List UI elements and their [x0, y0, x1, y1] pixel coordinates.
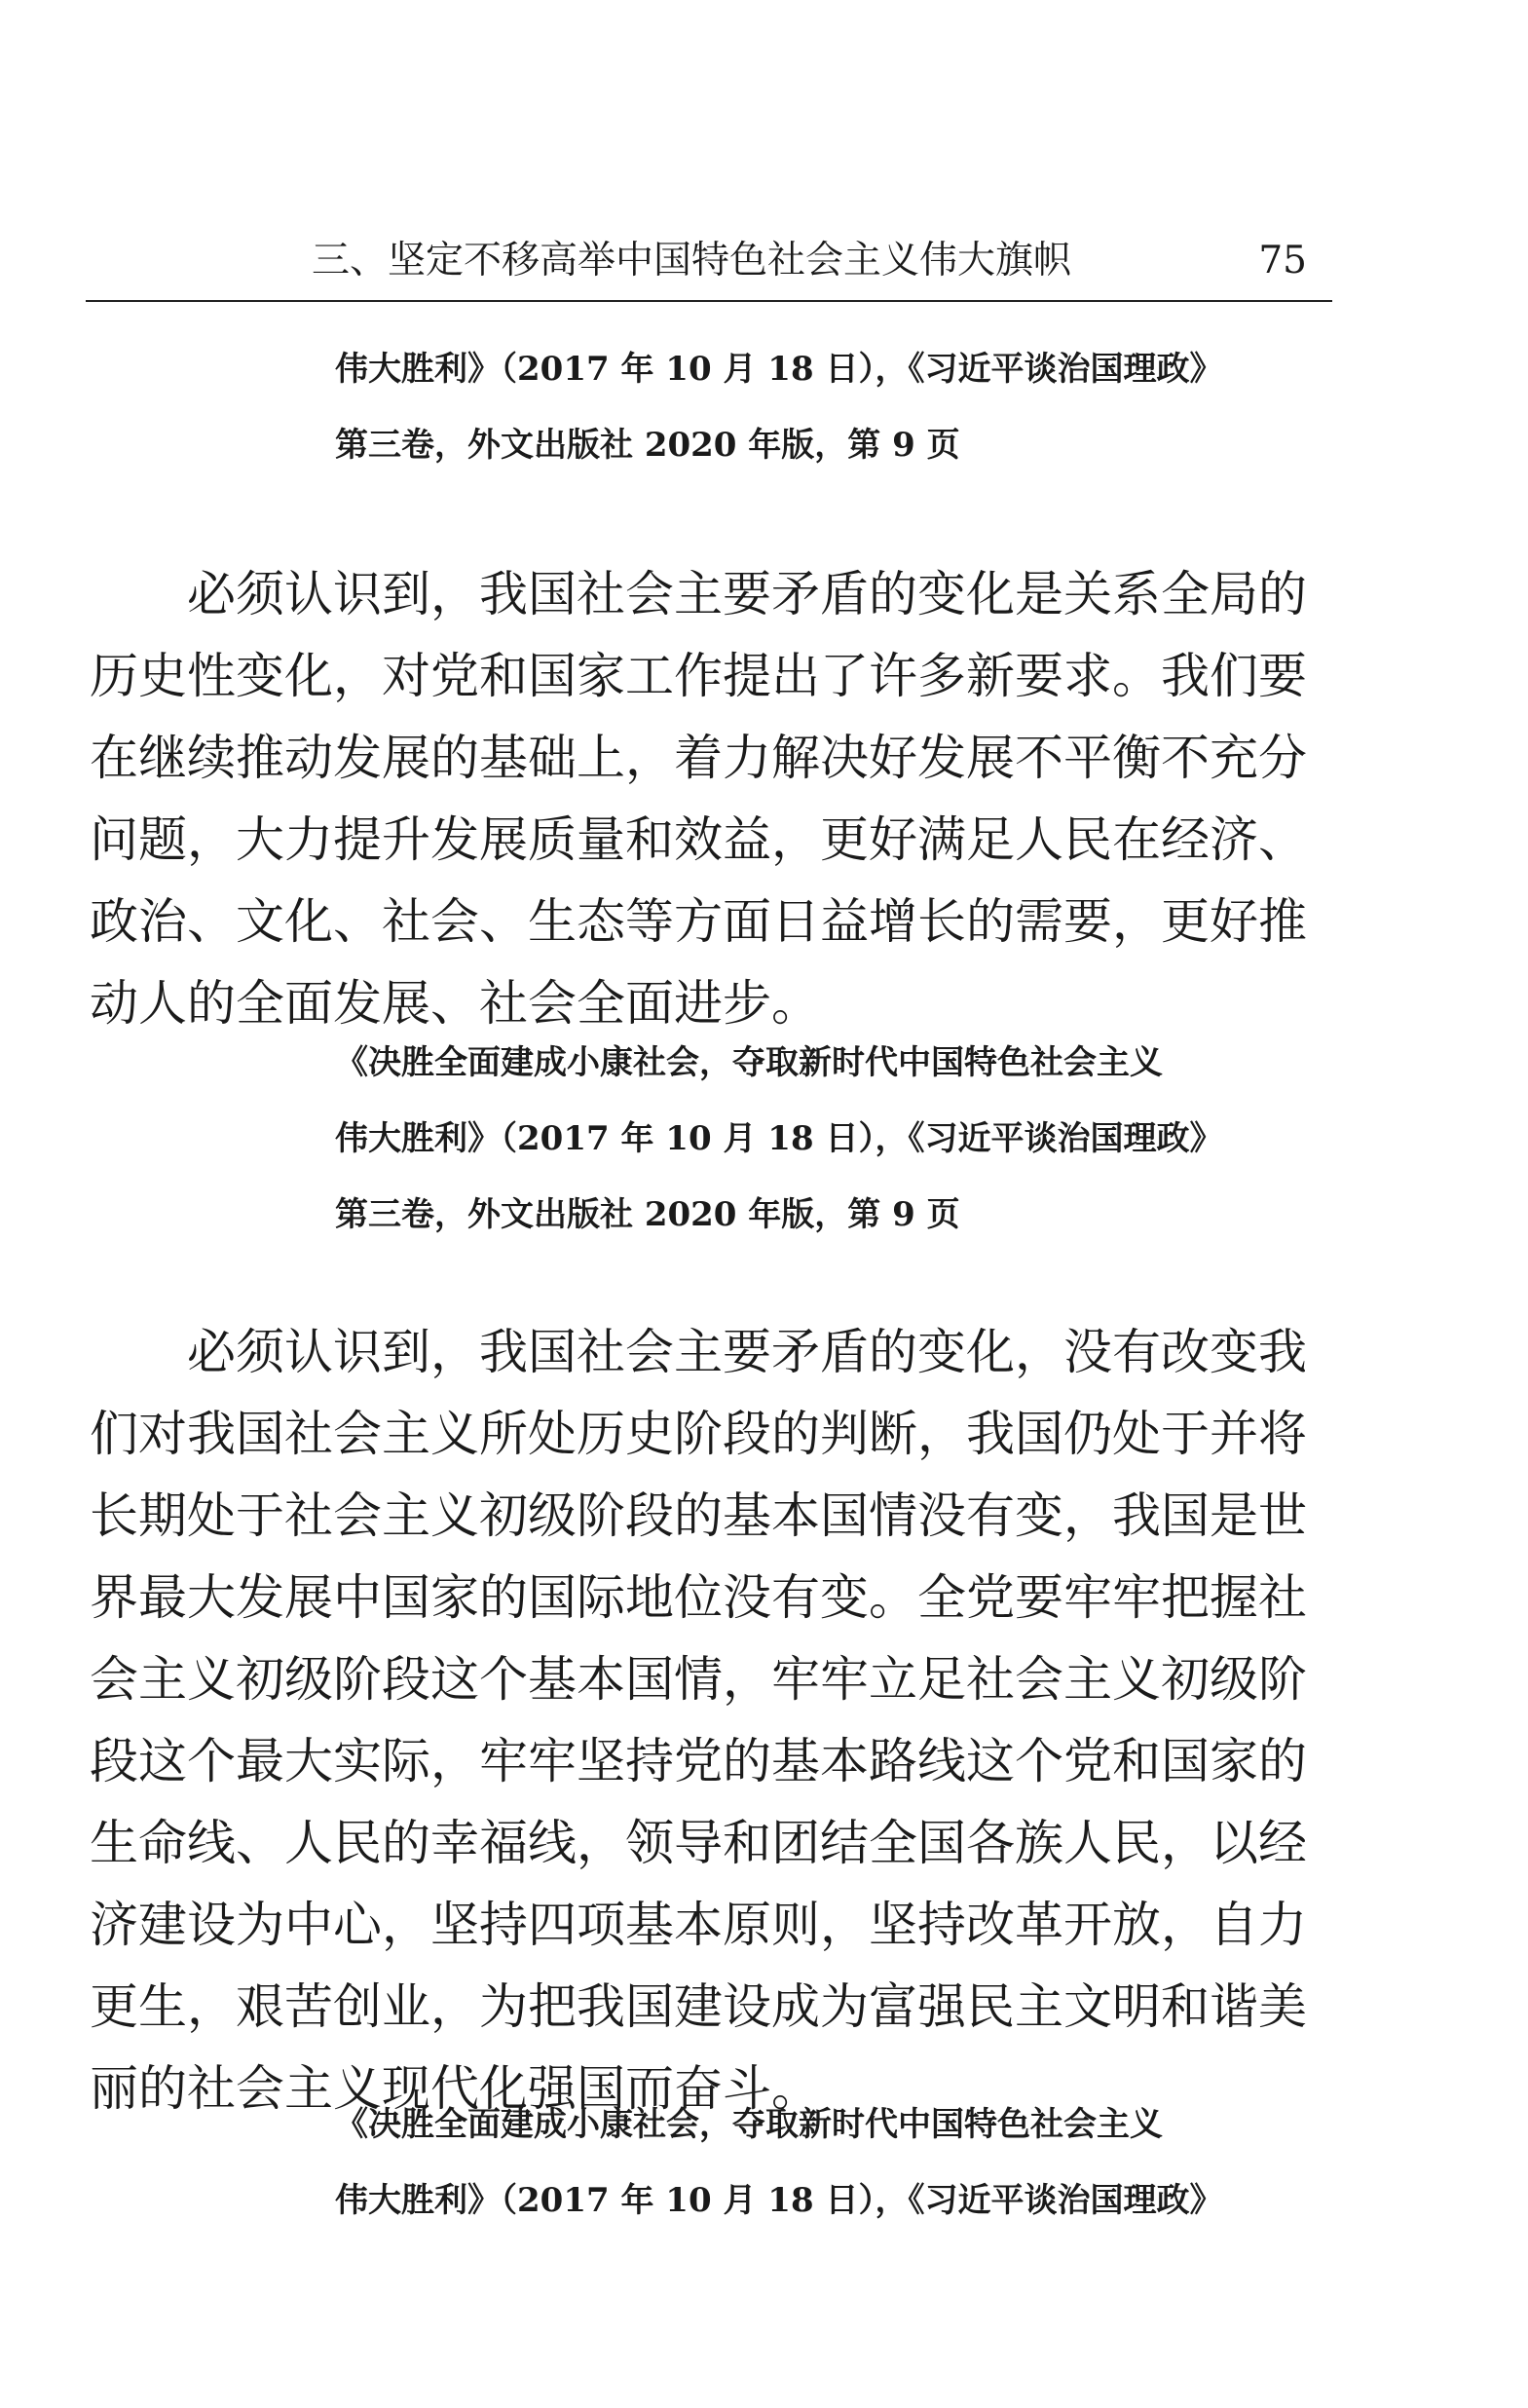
paragraph-line: 们对我国社会主义所处历史阶段的判断，我国仍处于并将: [90, 1406, 1307, 1462]
citation-top: [335, 331, 1338, 483]
citation-line: 第三卷，外文出版社 2020 年版，第 9 页: [335, 426, 960, 465]
paragraph-line: 历史性变化，对党和国家工作提出了许多新要求。我们要: [90, 648, 1307, 704]
citation-line: 伟大胜利》（2017 年 10 月 18 日），《习近平谈治国理政》: [335, 2181, 1223, 2220]
paragraph-line: 必须认识到，我国社会主要矛盾的变化是关系全局的: [187, 566, 1307, 622]
paragraph-line: 丽的社会主义现代化强国而奋斗。: [90, 2060, 820, 2117]
paragraph-line: 界最大发展中国家的国际地位没有变。全党要牢牢把握社: [90, 1569, 1307, 1626]
citation-2: [335, 2087, 1338, 2239]
paragraph-line: 政治、文化、社会、生态等方面日益增长的需要，更好推: [90, 893, 1307, 950]
paragraph-line: 生命线、人民的幸福线，领导和团结全国各族人民，以经: [90, 1815, 1307, 1871]
paragraph-line: 动人的全面发展、社会全面进步。: [90, 975, 820, 1032]
citation-1: [335, 1025, 1338, 1253]
paragraph-line: 会主义初级阶段这个基本国情，牢牢立足社会主义初级阶: [90, 1651, 1307, 1708]
paragraph-line: 济建设为中心，坚持四项基本原则，坚持改革开放，自力: [90, 1897, 1307, 1953]
paragraph-line: 必须认识到，我国社会主要矛盾的变化，没有改变我: [187, 1324, 1307, 1380]
running-head-title: 三、坚定不移高举中国特色社会主义伟大旗帜: [312, 239, 1072, 282]
citation-line: 《决胜全面建成小康社会，夺取新时代中国特色社会主义: [335, 2105, 1163, 2144]
header-divider: [86, 300, 1332, 302]
page-number: 75: [1258, 239, 1307, 282]
citation-line: 第三卷，外文出版社 2020 年版，第 9 页: [335, 1195, 960, 1234]
paragraph-line: 段这个最大实际，牢牢坚持党的基本路线这个党和国家的: [90, 1733, 1307, 1789]
paragraph-line: 长期处于社会主义初级阶段的基本国情没有变，我国是世: [90, 1487, 1307, 1544]
page-header: [86, 232, 1332, 302]
citation-line: 伟大胜利》（2017 年 10 月 18 日），《习近平谈治国理政》: [335, 350, 1223, 389]
paragraph-line: 更生，艰苦创业，为把我国建设成为富强民主文明和谐美: [90, 1978, 1307, 2035]
paragraph-line: 在继续推动发展的基础上，着力解决好发展不平衡不充分: [90, 730, 1307, 786]
citation-line: 伟大胜利》（2017 年 10 月 18 日），《习近平谈治国理政》: [335, 1119, 1223, 1158]
paragraph-line: 问题，大力提升发展质量和效益，更好满足人民在经济、: [90, 811, 1307, 868]
body-paragraph-2: [90, 1311, 1346, 2129]
citation-line: 《决胜全面建成小康社会，夺取新时代中国特色社会主义: [335, 1043, 1163, 1082]
body-paragraph-1: [90, 553, 1346, 1044]
